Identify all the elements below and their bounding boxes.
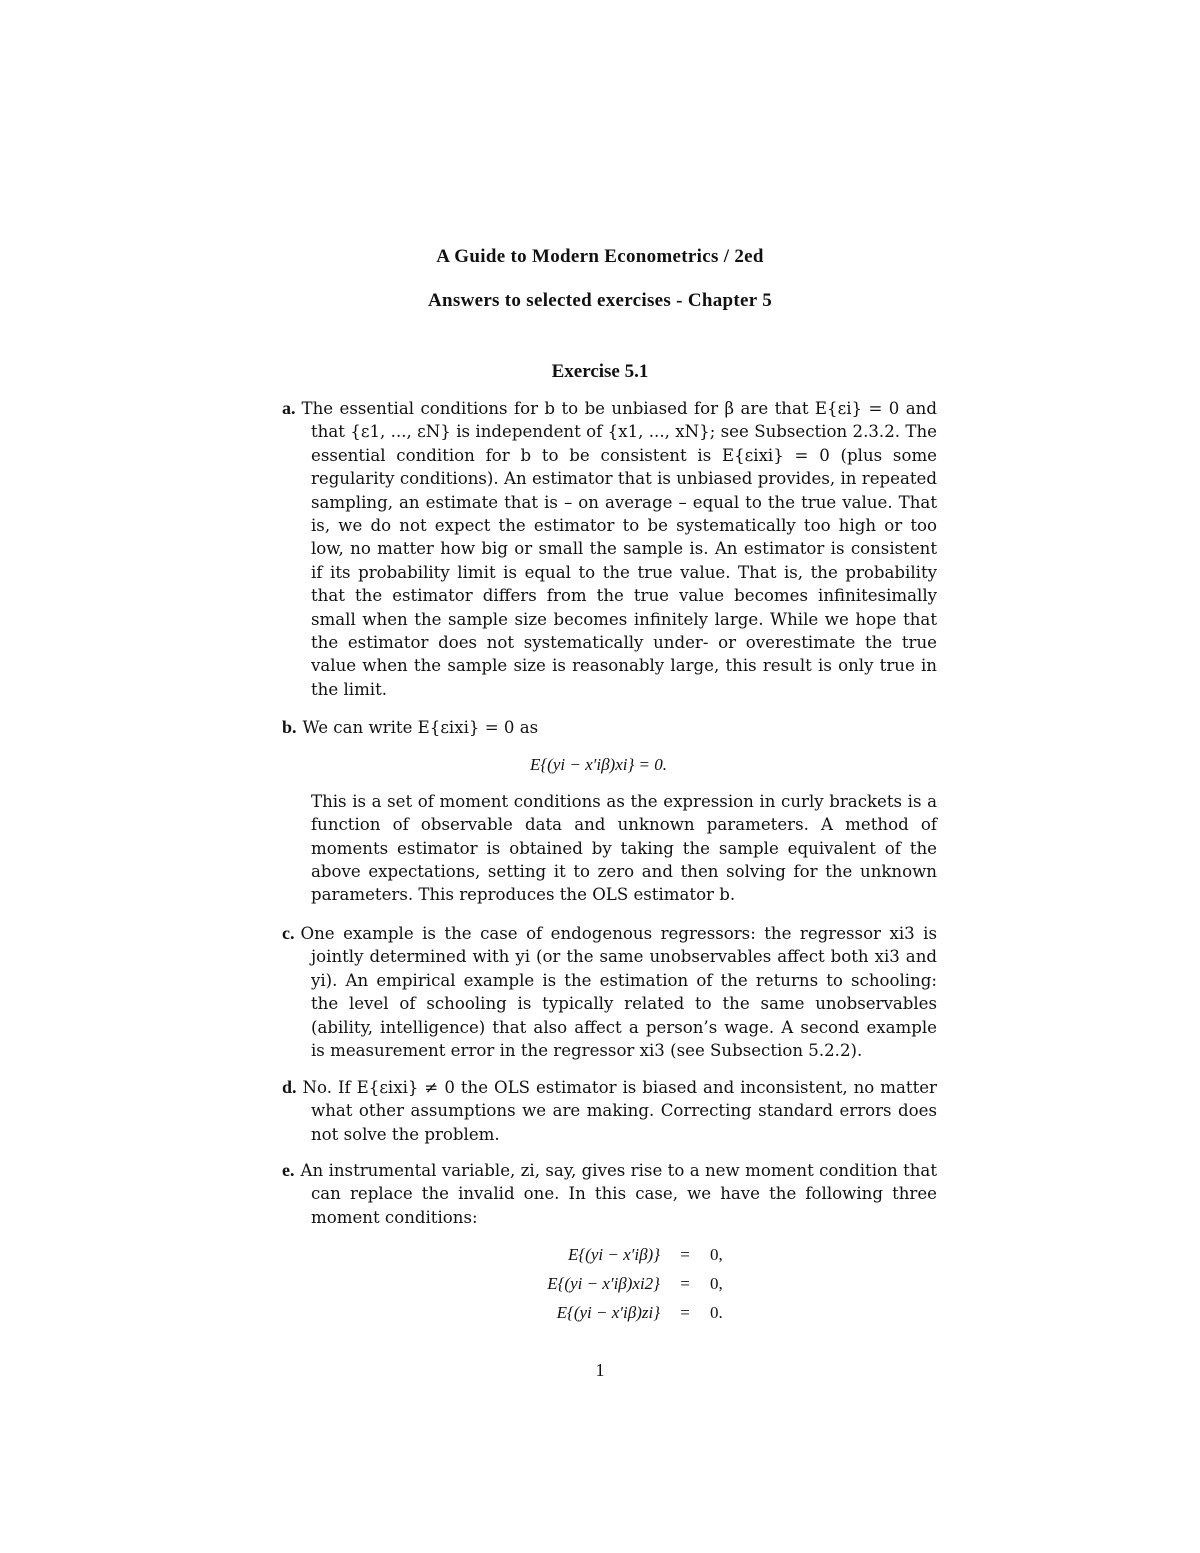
equation-row: E{(yi − x′iβ)} = 0, — [568, 1244, 723, 1264]
answer-item-c — [260, 922, 937, 1062]
answer-item-b — [260, 716, 937, 907]
item-label: b. — [282, 717, 297, 737]
item-text: The essential conditions for b to be unbiased for β are that E{εi} = 0 and that {ε1, ..., εN} is independent of {x1, ..., xN}; see Subsection 2.3.2. The essential condition for b to be consistent is E{εixi} = 0 (plus some regularity conditions). An estimator that is unbiased provides, in repeated sampling, an estimate that is – on average – equal to the true value. That is, we do not expect the estimator to be systematically too high or too low, no matter how big or small the sample is. An estimator is consistent if its probability limit is equal to the true value. That is, the probability that the estimator differs from the true value becomes infinitesimally small when the sample size becomes infinitely large. While we hope that the estimator does not systematically under- or overestimate the true value when the sample size is reasonably large, this result is only true in the limit. — [301, 399, 937, 699]
moment-equation: E{(yi − x′iβ)xi} = 0. — [530, 755, 667, 775]
item-label: a. — [282, 398, 296, 418]
item-label: d. — [282, 1077, 297, 1097]
answer-item-a — [260, 397, 937, 701]
item-text: We can write E{εixi} = 0 as — [302, 718, 539, 737]
item-label: e. — [282, 1160, 295, 1180]
answer-item-e — [260, 1159, 937, 1229]
document-subtitle: Answers to selected exercises - Chapter 5 — [427, 290, 772, 311]
answer-item-d — [260, 1076, 937, 1146]
equation-row: E{(yi − x′iβ)zi} = 0. — [556, 1302, 723, 1322]
page-number: 1 — [595, 1360, 605, 1380]
item-text: No. If E{εixi} ≠ 0 the OLS estimator is biased and inconsistent, no matter what other assumptions we are making. Correcting standard errors does not solve the problem. — [302, 1078, 937, 1144]
document-title: A Guide to Modern Econometrics / 2ed — [436, 246, 764, 267]
exercise-heading: Exercise 5.1 — [551, 361, 649, 382]
equation-row: E{(yi − x′iβ)xi2} = 0, — [547, 1273, 723, 1293]
item-text: An instrumental variable, zi, say, gives rise to a new moment condition that can replace the invalid one. In this case, we have the following three moment conditions: — [300, 1161, 937, 1227]
item-text-continued: This is a set of moment conditions as the expression in curly brackets is a function of observable data and unknown parameters. A method of moments estimator is obtained by taking the sample equivalent of the above expectations, setting it to zero and then solving for the unknown parameters. This reproduces the OLS estimator b. — [311, 791, 937, 905]
moment-conditions-system — [500, 1240, 760, 1327]
item-text: One example is the case of endogenous regressors: the regressor xi3 is jointly determined with yi (or the same unobservables affect both xi3 and yi). An empirical example is the estimation of the returns to schooling: the level of schooling is typically related to the same unobservables (ability, intelligence) that also affect a person’s wage. A second example is measurement error in the regressor xi3 (see Subsection 5.2.2). — [300, 924, 937, 1061]
item-label: c. — [282, 923, 295, 943]
